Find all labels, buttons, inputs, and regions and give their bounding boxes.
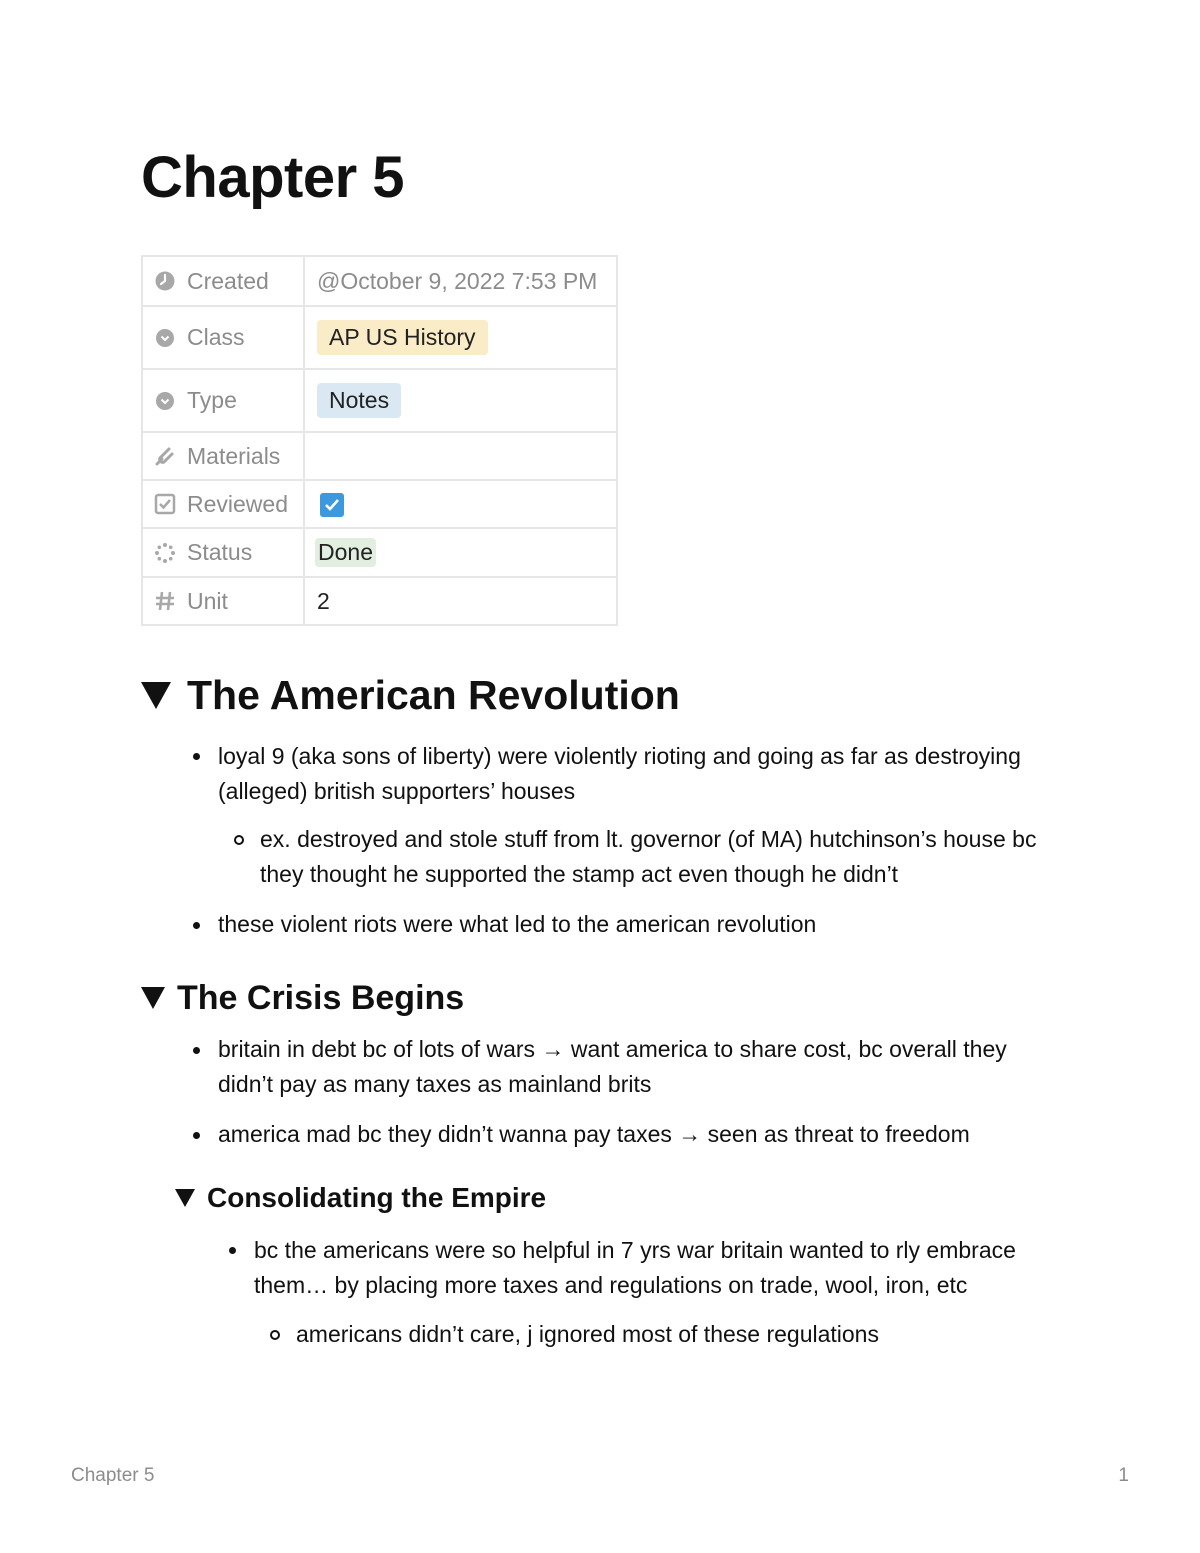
list-item: britain in debt bc of lots of wars → want america to share cost, bc overall they didn’t pay as many taxes as mainland brits [218, 1036, 1007, 1097]
list-item: these violent riots were what led to the american revolution [218, 911, 817, 937]
select-icon [154, 327, 176, 349]
materials-value[interactable] [304, 432, 617, 480]
bullet-dot [193, 1047, 200, 1054]
property-row-materials [142, 432, 617, 480]
toggle-triangle-icon[interactable] [141, 672, 171, 719]
attachment-icon [154, 445, 176, 467]
status-value[interactable]: Done [315, 538, 376, 567]
bullet-circle [234, 835, 244, 845]
bullet-dot [193, 753, 200, 760]
checkbox-icon [154, 493, 176, 515]
list-item: loyal 9 (aka sons of liberty) were violently rioting and going as far as destroying (alleged) british supporters’ houses [218, 743, 1021, 804]
property-label: Reviewed [187, 490, 288, 517]
property-label: Created [187, 267, 269, 294]
footer-page-number: 1 [1118, 1465, 1129, 1486]
toggle-triangle-icon[interactable] [141, 979, 165, 1018]
property-row-type [142, 369, 617, 432]
heading-text: The Crisis Begins [177, 979, 465, 1017]
toggle-triangle-icon[interactable] [175, 1182, 195, 1214]
property-row-unit [142, 577, 617, 625]
property-label: Unit [187, 587, 228, 614]
heading-text: The American Revolution [187, 672, 680, 718]
property-label: Status [187, 539, 253, 565]
number-icon [154, 590, 176, 612]
property-label: Class [187, 324, 245, 350]
heading-text: Consolidating the Empire [207, 1182, 547, 1213]
bullet-circle [270, 1330, 280, 1340]
class-tag[interactable]: AP US History [317, 320, 488, 355]
property-row-class [142, 306, 617, 369]
bullet-dot [193, 1132, 200, 1139]
toggle-heading-american-revolution[interactable] [141, 672, 680, 719]
unit-value[interactable]: 2 [304, 577, 617, 625]
property-row-status [142, 528, 617, 577]
checkmark-icon [324, 498, 340, 512]
toggle-heading-consolidating-empire[interactable] [175, 1182, 546, 1214]
created-value: @October 9, 2022 7:53 PM [304, 256, 617, 306]
list-item: bc the americans were so helpful in 7 yrs war britain wanted to rly embrace them… by placing more taxes and regulations on trade, wool, iron, etc [254, 1237, 1016, 1298]
list-item: americans didn’t care, j ignored most of these regulations [296, 1321, 879, 1347]
select-icon [154, 390, 176, 412]
property-label: Materials [187, 442, 281, 469]
list-item: ex. destroyed and stole stuff from lt. governor (of MA) hutchinson’s house bc they thought he supported the stamp act even though he didn’t [260, 826, 1037, 887]
toggle-heading-crisis-begins[interactable] [141, 979, 464, 1018]
property-row-reviewed [142, 480, 617, 528]
footer-title: Chapter 5 [71, 1465, 155, 1486]
type-tag[interactable]: Notes [317, 383, 401, 418]
bullet-dot [193, 922, 200, 929]
bullet-dot [229, 1247, 236, 1254]
property-row-created [142, 256, 617, 306]
list-item: america mad bc they didn’t wanna pay taxes → seen as threat to freedom [218, 1121, 970, 1147]
page-title: Chapter 5 [141, 145, 405, 210]
status-icon [154, 542, 176, 564]
properties-table [141, 255, 618, 626]
property-label: Type [187, 387, 237, 413]
clock-icon [154, 270, 176, 292]
reviewed-checkbox[interactable] [320, 493, 344, 517]
